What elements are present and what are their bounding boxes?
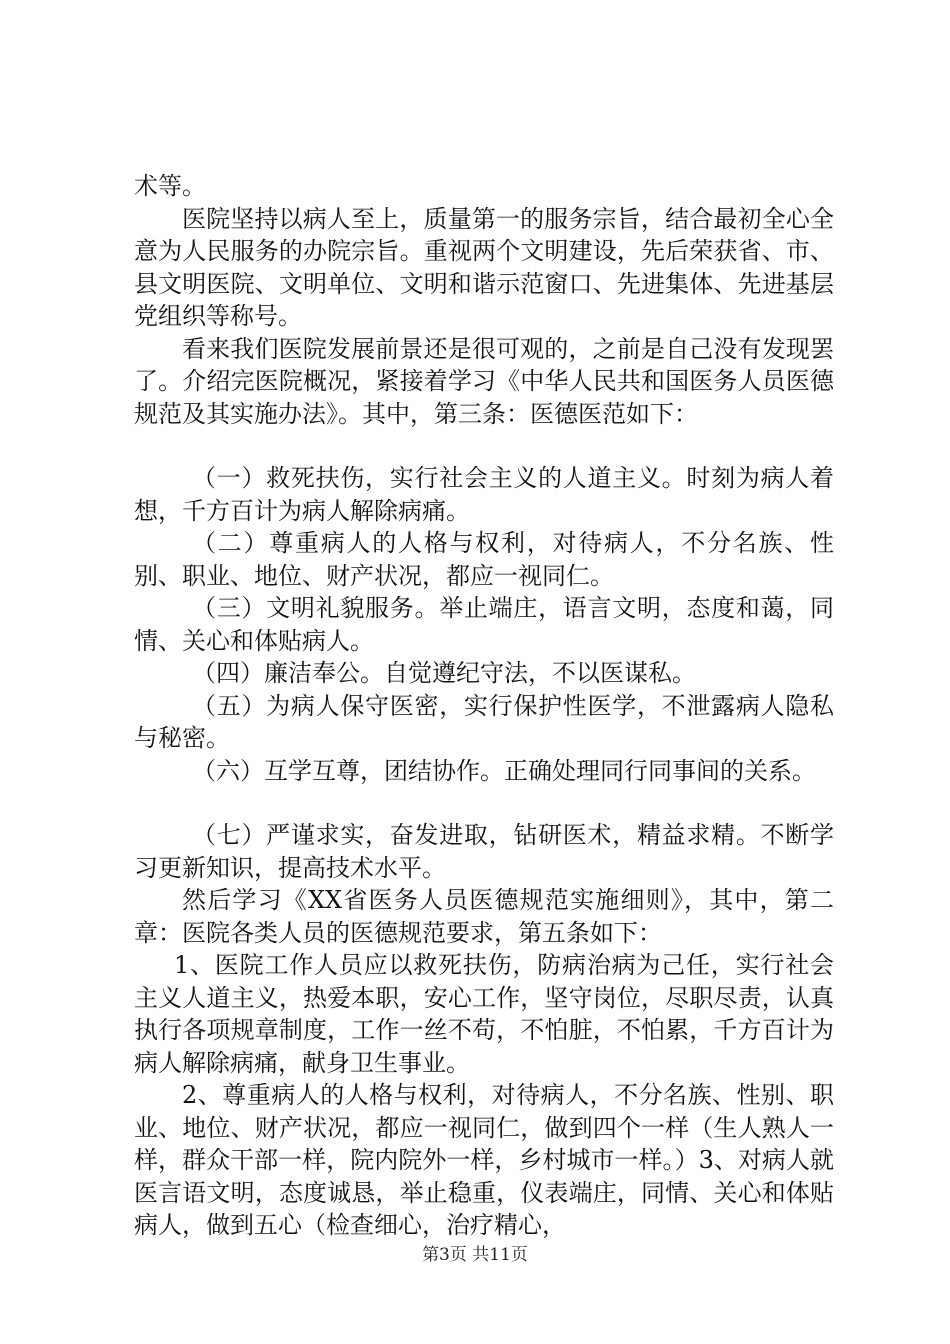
numbered-item-1: 1、医院工作人员应以救死扶伤，防病治病为己任，实行社会主义人道主义，热爱本职，安心工作，坚守岗位，尽职尽责，认真执行各项规章制度，工作一丝不苟，不怕脏，不怕累，千方百计为病人解除病痛，献身卫生事业。 — [134, 951, 834, 1077]
list-item-6: （六）互学互尊，团结协作。正确处理同行同事间的关系。 — [192, 756, 816, 785]
numbered-item-2: 2、尊重病人的人格与权利，对待病人，不分名族、性别、职业、地位、财产状况，都应一视同仁，做到四个一样（生人熟人一样，群众干部一样，院内院外一样，乡村城市一样。）3、对病人就医言语文明，态度诚恳，举止稳重，仪表端庄，同情、关心和体贴病人，做到五心（检查细心，治疗精心， — [134, 1081, 834, 1239]
list-item-5: （五）为病人保守医密，实行保护性医学，不泄露病人隐私与秘密。 — [134, 691, 834, 752]
page-footer: 第3页 共11页 — [422, 1245, 528, 1265]
document-body — [134, 170, 834, 1242]
paragraph-provincial-rules: 然后学习《XX省医务人员医德规范实施细则》，其中，第二章：医院各类人员的医德规范要求，第五条如下： — [134, 886, 834, 947]
paragraph-continuation: 术等。 — [134, 172, 206, 200]
list-item-7: （七）严谨求实，奋发进取，钻研医术，精益求精。不断学习更新知识，提高技术水平。 — [134, 821, 834, 882]
list-item-1: （一）救死扶伤，实行社会主义的人道主义。时刻为病人着想，千方百计为病人解除病痛。 — [134, 464, 834, 525]
list-item-4: （四）廉洁奉公。自觉遵纪守法，不以医谋私。 — [192, 659, 696, 687]
list-item-2: （二）尊重病人的人格与权利，对待病人，不分名族、性别、职业、地位、财产状况，都应一视同仁。 — [134, 529, 834, 590]
list-item-3: （三）文明礼貌服务。举止端庄，语言文明，态度和蔼，同情、关心和体贴病人。 — [134, 594, 834, 655]
paragraph-study-intro: 看来我们医院发展前景还是很可观的，之前是自己没有发现罢了。介绍完医院概况，紧接着学习《中华人民共和国医务人员医德规范及其实施办法》。其中，第三条：医德医范如下： — [134, 334, 834, 428]
paragraph-hospital-purpose: 医院坚持以病人至上，质量第一的服务宗旨，结合最初全心全意为人民服务的办院宗旨。重视两个文明建设，先后荣获省、市、县文明医院、文明单位、文明和谐示范窗口、先进集体、先进基层党组织等称号。 — [134, 204, 834, 330]
